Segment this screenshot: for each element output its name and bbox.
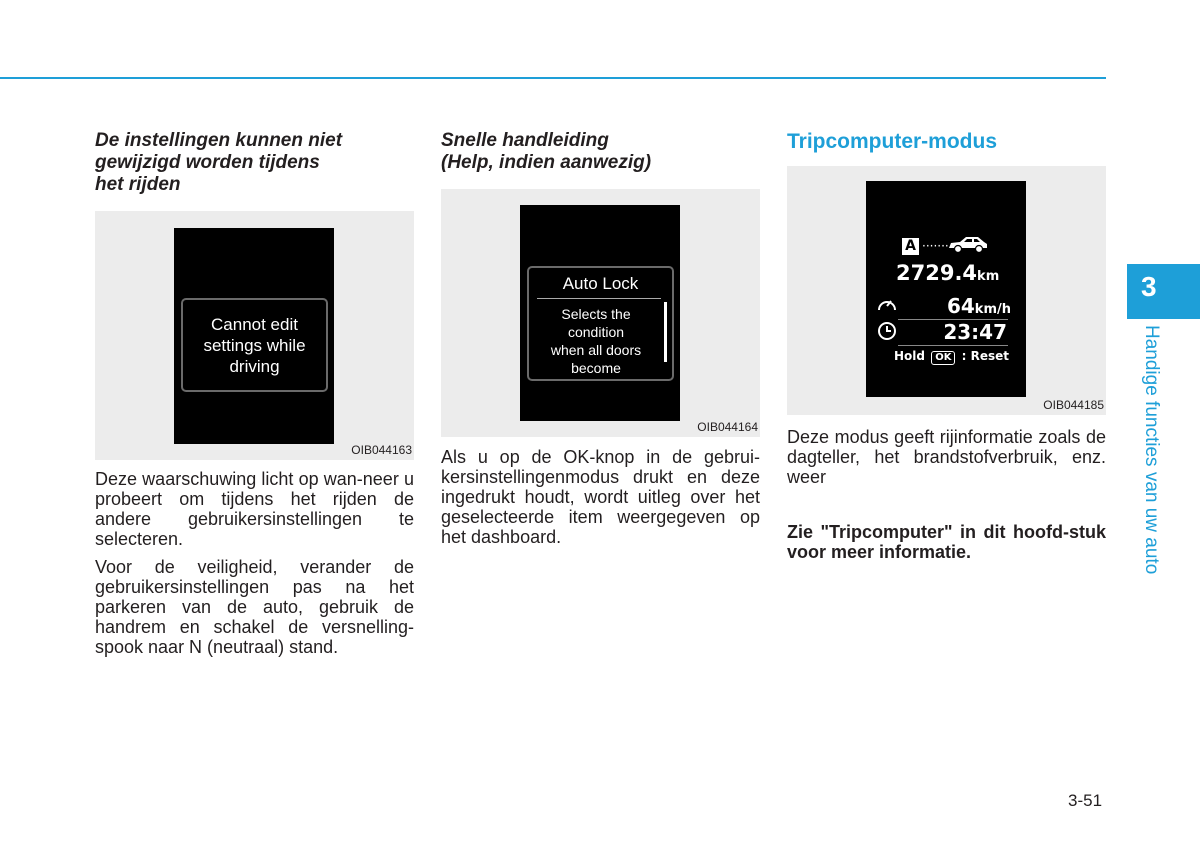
chapter-tab (1127, 264, 1200, 319)
chapter-title: Handige functies van uw auto (1141, 325, 1162, 575)
elapsed-time: 23:47 (943, 320, 1007, 344)
hold-reset-hint (894, 349, 1009, 365)
figure-code: OIB044164 (697, 420, 758, 434)
hold-label: Hold (894, 349, 925, 363)
average-speed (947, 294, 1011, 318)
paragraph: Deze waarschuwing licht op wan-neer u probeert om tijdens het rijden de andere gebruikersinstellingen te selecteren. (95, 469, 414, 549)
column-middle (441, 130, 760, 547)
clock-icon (877, 321, 897, 341)
trip-a-badge: A (902, 238, 919, 255)
help-title: Auto Lock (562, 274, 639, 293)
trip-distance (896, 261, 999, 285)
figure-code: OIB044185 (1043, 398, 1104, 412)
warning-message: Cannot edit settings while driving (181, 298, 328, 392)
subheading-quick-guide: Snelle handleiding (Help, indien aanwezig) (441, 130, 652, 173)
cluster-screen (866, 181, 1026, 397)
top-rule (0, 77, 1106, 79)
divider (537, 298, 661, 299)
figure-cannot-edit (95, 211, 414, 460)
bold-note: Zie "Tripcomputer" in dit hoofd-stuk voor meer informatie. (787, 522, 1106, 562)
reset-label: : Reset (961, 349, 1009, 363)
figure-auto-lock (441, 189, 760, 437)
paragraph: Deze modus geeft rijinformatie zoals de dagteller, het brandstofverbruik, enz. weer (787, 427, 1106, 487)
ok-key: OK (931, 351, 955, 365)
figure-trip-computer (787, 166, 1106, 415)
distance-unit: km (977, 269, 1000, 284)
distance-value: 2729.4 (896, 261, 978, 285)
cluster-screen (174, 228, 334, 444)
paragraph: Als u op de OK-knop in de gebrui-kersinstellingenmodus drukt en deze ingedrukt houdt, wordt uitleg over het geselecteerde item weergegeven op het dashboard. (441, 447, 760, 547)
column-left (95, 130, 414, 657)
car-icon (946, 234, 990, 254)
dotted-line: ······· (922, 239, 949, 253)
speedometer-icon (877, 295, 897, 313)
figure-code: OIB044163 (351, 443, 412, 457)
help-description: Selects the condition when all doors become (550, 306, 642, 376)
subheading-cannot-edit: De instellingen kunnen niet gewijzigd worden tijdens het rijden (95, 130, 343, 195)
chapter-number: 3 (1141, 271, 1157, 302)
page-number: 3-51 (1068, 791, 1103, 810)
speed-value: 64 (946, 294, 975, 318)
speed-unit: km/h (974, 302, 1011, 317)
divider (898, 345, 1008, 346)
scrollbar (664, 302, 667, 362)
column-right (787, 130, 1106, 562)
cluster-screen (520, 205, 680, 421)
section-title: Tripcomputer-modus (787, 130, 998, 153)
paragraph: Voor de veiligheid, verander de gebruikersinstellingen pas na het parkeren van de auto, gebruik de handrem en schakel de versnelling-spook naar N (neutraal) stand. (95, 557, 414, 657)
help-popup (527, 266, 674, 381)
